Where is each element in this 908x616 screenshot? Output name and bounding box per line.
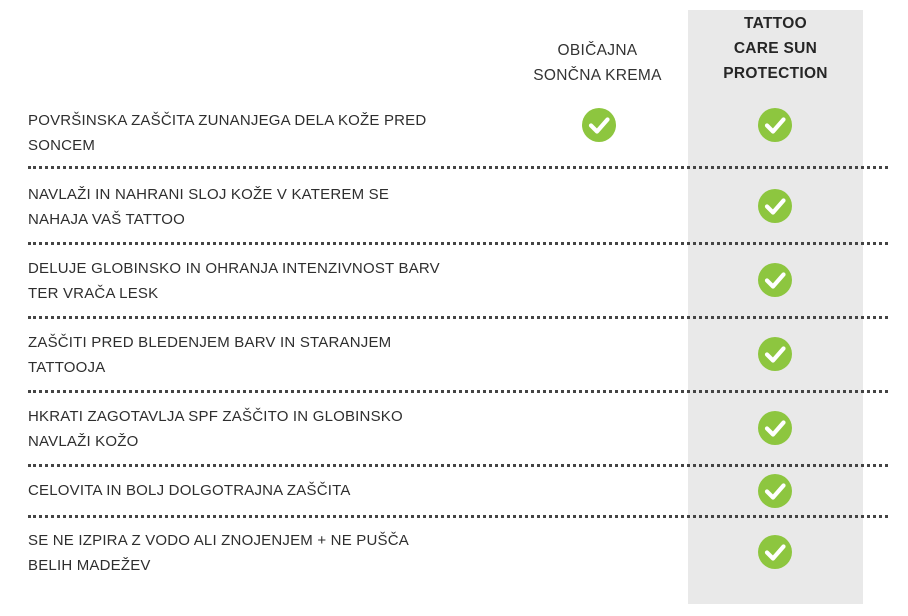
feature-line: NAVLAŽI KOŽO	[28, 433, 139, 450]
column-header-line: TATTOO	[744, 15, 807, 32]
row-divider	[28, 390, 888, 393]
row-divider	[28, 464, 888, 467]
check-icon	[758, 411, 792, 445]
feature-line: SONCEM	[28, 137, 96, 154]
row-divider	[28, 316, 888, 319]
row-divider	[28, 242, 888, 245]
feature-description	[28, 404, 508, 454]
table-row	[0, 478, 908, 508]
feature-line: SE NE IZPIRA Z VODO ALI ZNOJENJEM + NE PUŠČA	[28, 532, 409, 549]
column-header-line: OBIČAJNA	[557, 42, 638, 59]
feature-line: POVRŠINSKA ZAŠČITA ZUNANJEGA DELA KOŽE PRED	[28, 112, 427, 129]
feature-line: TER VRAČA LESK	[28, 285, 159, 302]
feature-line: HKRATI ZAGOTAVLJA SPF ZAŠČITO IN GLOBINSKO	[28, 408, 403, 425]
column-header-standard-sunscreen	[520, 38, 675, 88]
check-icon	[758, 189, 792, 223]
check-icon	[758, 474, 792, 508]
table-row	[0, 330, 908, 388]
feature-line: TATTOOJA	[28, 359, 106, 376]
column-header-line: CARE SUN	[733, 40, 818, 57]
feature-line: BELIH MADEŽEV	[28, 557, 151, 574]
check-icon	[582, 108, 616, 142]
column-header-tattoo-care	[688, 11, 863, 86]
column-header-line: PROTECTION	[723, 65, 828, 82]
check-icon	[758, 263, 792, 297]
feature-line: ZAŠČITI PRED BLEDENJEM BARV IN STARANJEM	[28, 334, 392, 351]
feature-description	[28, 108, 508, 158]
table-row	[0, 256, 908, 314]
table-row	[0, 182, 908, 240]
feature-line: CELOVITA IN BOLJ DOLGOTRAJNA ZAŠČITA	[28, 482, 351, 499]
column-header-line: SONČNA KREMA	[533, 67, 662, 84]
table-row	[0, 108, 908, 166]
check-icon	[758, 337, 792, 371]
feature-line: DELUJE GLOBINSKO IN OHRANJA INTENZIVNOST BARV	[28, 260, 440, 277]
check-icon	[758, 108, 792, 142]
feature-line: NAVLAŽI IN NAHRANI SLOJ KOŽE V KATEREM SE	[28, 186, 390, 203]
check-icon	[758, 535, 792, 569]
feature-description	[28, 528, 508, 578]
feature-description	[28, 330, 508, 380]
feature-description	[28, 256, 508, 306]
table-row	[0, 528, 908, 586]
table-row	[0, 404, 908, 462]
feature-line: NAHAJA VAŠ TATTOO	[28, 211, 186, 228]
row-divider	[28, 166, 888, 169]
feature-description	[28, 182, 508, 232]
feature-description	[28, 478, 508, 503]
row-divider	[28, 515, 888, 518]
